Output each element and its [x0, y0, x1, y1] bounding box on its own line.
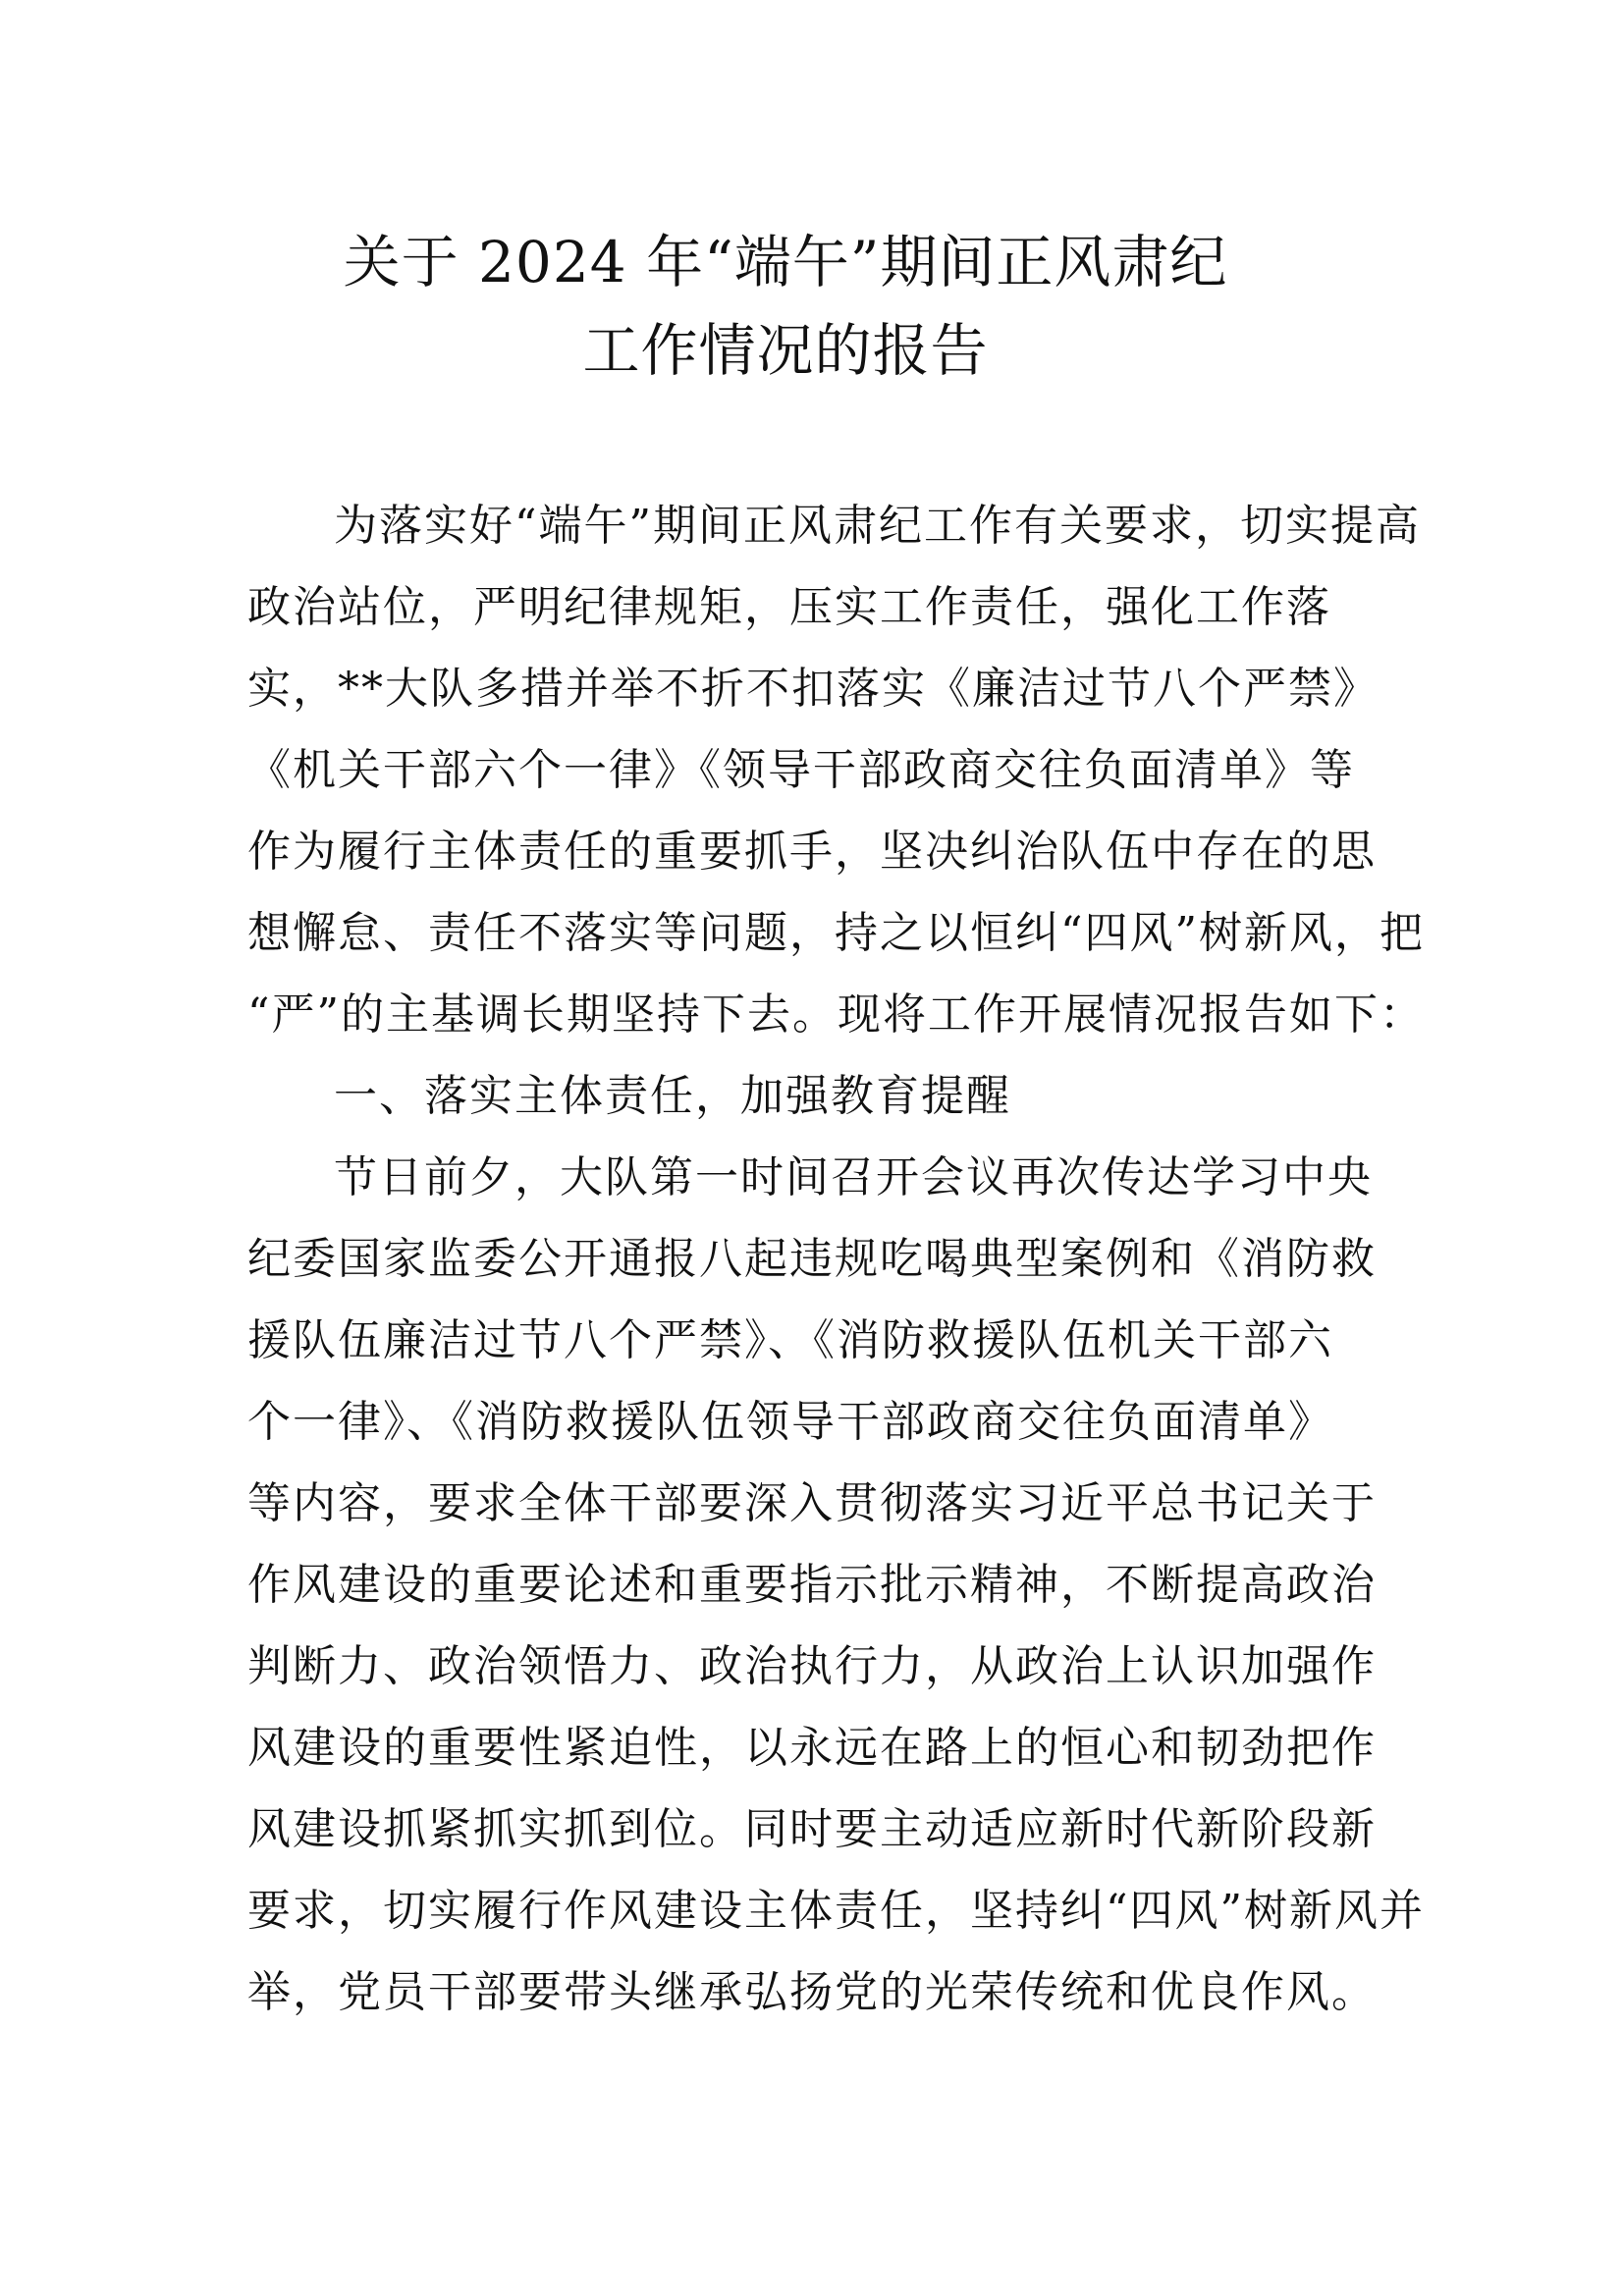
body-line: 等内容，要求全体干部要深入贯彻落实习近平总书记关于 — [247, 1478, 1377, 1528]
body-line: 风建设的重要性紧迫性，以永远在路上的恒心和韧劲把作 — [247, 1723, 1377, 1773]
intro-line: 想懈怠、责任不落实等问题，持之以恒纠“四风”树新风，把 — [247, 908, 1425, 958]
body-line: 举，党员干部要带头继承弘扬党的光荣传统和优良作风。 — [247, 1967, 1377, 2017]
body-line: 节日前夕，大队第一时间召开会议再次传达学习中央 — [334, 1152, 1373, 1202]
body-line: 纪委国家监委公开通报八起违规吃喝典型案例和《消防救 — [247, 1234, 1377, 1284]
intro-line: 作为履行主体责任的重要抓手，坚决纠治队伍中存在的思 — [247, 827, 1377, 877]
report-title-line-1: 关于 2024 年“端午”期间正风肃纪 — [343, 229, 1228, 295]
body-line: 作风建设的重要论述和重要指示批示精神，不断提高政治 — [247, 1560, 1377, 1610]
body-line: 援队伍廉洁过节八个严禁》、《消防救援队伍机关干部六 — [247, 1315, 1333, 1365]
body-line: 个一律》、《消防救援队伍领导干部政商交往负面清单》 — [247, 1397, 1333, 1447]
report-title-line-2: 工作情况的报告 — [582, 317, 989, 384]
body-line: 要求，切实履行作风建设主体责任，坚持纠“四风”树新风并 — [247, 1886, 1425, 1936]
intro-line: 《机关干部六个一律》《领导干部政商交往负面清单》等 — [247, 745, 1355, 795]
intro-line: “严”的主基调长期坚持下去。现将工作开展情况报告如下： — [247, 989, 1425, 1040]
body-line: 风建设抓紧抓实抓到位。同时要主动适应新时代新阶段新 — [247, 1804, 1377, 1854]
intro-line: 为落实好“端午”期间正风肃纪工作有关要求，切实提高 — [334, 501, 1421, 551]
body-line: 判断力、政治领悟力、政治执行力，从政治上认识加强作 — [247, 1641, 1377, 1691]
section-heading: 一、落实主体责任，加强教育提醒 — [334, 1071, 1011, 1121]
intro-line: 政治站位，严明纪律规矩，压实工作责任，强化工作落 — [247, 582, 1331, 632]
intro-line: 实，**大队多措并举不折不扣落实《廉洁过节八个严禁》 — [247, 664, 1379, 714]
